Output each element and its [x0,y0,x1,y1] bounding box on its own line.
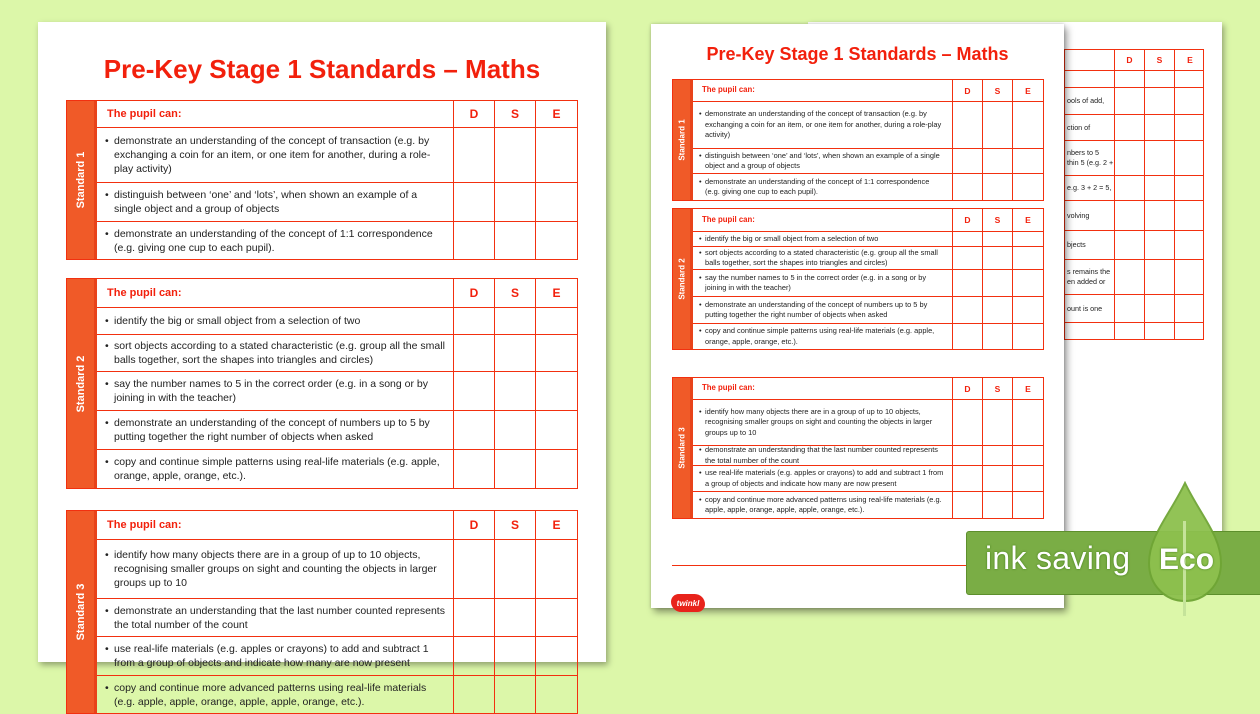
table-row [1065,87,1203,114]
criterion-text: demonstrate an understanding of the concept of transaction (e.g. by exchanging a coin for an item, or one item for another, during a role-play activity) [705,109,942,140]
standard-label: Standard 3 [74,583,87,641]
assessment-cell-d[interactable] [1115,141,1145,175]
header-label: The pupil can: [97,511,454,539]
assessment-cell-e[interactable] [1175,295,1205,322]
assessment-cell-e[interactable] [536,128,577,182]
table-row [97,449,577,488]
assessment-cell-s[interactable] [1145,115,1175,140]
table-row [693,465,1043,491]
assessment-cell-d[interactable] [454,372,495,410]
assessment-cell-s[interactable] [983,102,1013,148]
assessment-cell-e[interactable] [1013,149,1043,173]
table-row [1065,322,1203,339]
table-row [97,371,577,410]
assessment-cell-s[interactable] [983,149,1013,173]
criterion-text: sort objects according to a stated characteristic (e.g. group all the small balls together, sort the shapes into triangles and circles) [705,247,938,267]
standard-1-table [672,79,1044,201]
criterion-text: say the number names to 5 in the correct order (e.g. in a song or by joining in with the teacher) [705,272,927,292]
bullet-icon: • [699,299,702,309]
assessment-cell-e[interactable] [1013,400,1043,445]
assessment-cell-s[interactable] [1145,295,1175,322]
criterion-fragment: e.g. 3 + 2 = 5, [1065,176,1115,200]
assessment-cell-s[interactable] [495,335,536,371]
assessment-cell-d[interactable] [454,335,495,371]
assessment-cell-e[interactable] [536,222,577,259]
bullet-icon: • [105,135,109,147]
column-header: D [454,279,495,307]
assessment-cell-e[interactable] [536,335,577,371]
assessment-cell-e[interactable] [1175,71,1205,87]
table-row [97,539,577,598]
assessment-cell-s[interactable] [983,446,1013,465]
bullet-icon: • [105,643,109,655]
table-row [1065,200,1203,230]
table-row [1065,114,1203,140]
bullet-icon: • [105,681,109,694]
criterion-text: use real-life materials (e.g. apples or crayons) to add and subtract 1 from a group of objects and indicate how many are now present [705,468,944,488]
bullet-icon: • [105,315,109,327]
column-header: D [953,378,983,399]
bullet-icon: • [105,417,109,429]
criterion-text: copy and continue simple patterns using real-life materials (e.g. apple, orange, apple, orange, etc.). [705,326,935,346]
criterion-text: demonstrate an understanding that the last number counted represents the total number of the count [114,604,445,631]
table-row [693,323,1043,349]
bullet-icon: • [105,189,109,201]
header-label: The pupil can: [693,80,953,101]
criterion-text: distinguish between ‘one’ and ‘lots’, when shown an example of a single object and a group of objects [705,150,940,170]
assessment-cell-s[interactable] [1145,201,1175,230]
table-row [1065,175,1203,200]
table-row [1065,259,1203,294]
bullet-icon: • [699,176,702,186]
preview-page-front [651,24,1064,608]
table-row [97,221,577,259]
eco-label: Eco [1159,543,1215,576]
standard-label: Standard 1 [677,119,686,161]
standard-2-table [672,208,1044,350]
column-header: E [1025,383,1031,394]
bullet-icon: • [699,272,702,282]
bullet-icon: • [105,340,109,352]
document-title: Pre-Key Stage 1 Standards – Maths [706,44,1009,64]
criterion-text: demonstrate an understanding of the concept of 1:1 correspondence (e.g. giving one cup to each pupil). [114,227,433,254]
bullet-icon: • [699,326,702,335]
preview-page-left [38,22,606,708]
bullet-icon: • [105,227,109,240]
table-row [97,334,577,371]
assessment-cell-e[interactable] [1175,141,1205,175]
assessment-cell-s[interactable] [1145,260,1175,294]
criterion-fragment [1065,71,1115,87]
bullet-icon: • [105,604,109,617]
criterion-fragment: s remains the en added or [1065,260,1115,294]
assessment-cell-d[interactable] [1115,323,1145,339]
table-header-row [97,511,577,539]
criterion-fragment: nbers to 5 thin 5 (e.g. 2 + [1065,141,1115,175]
assessment-cell-d[interactable] [953,102,983,148]
assessment-cell-s[interactable] [983,174,1013,200]
bullet-icon: • [699,247,702,257]
assessment-cell-d[interactable] [953,446,983,465]
assessment-cell-d[interactable] [1115,176,1145,200]
assessment-cell-s[interactable] [983,270,1013,296]
criterion-text: sort objects according to a stated characteristic (e.g. group all the small balls together, sort the shapes into triangles and circles) [114,340,445,366]
assessment-cell-d[interactable] [454,637,495,675]
table-row [97,182,577,221]
assessment-cell-e[interactable] [536,676,577,713]
bullet-icon: • [699,445,702,454]
standard-label: Standard 2 [74,355,87,412]
assessment-cell-s[interactable] [1145,176,1175,200]
assessment-cell-d[interactable] [953,466,983,491]
assessment-cell-d[interactable] [953,400,983,445]
assessment-cell-s[interactable] [983,466,1013,491]
twinkl-logo: twinkl [671,594,705,612]
assessment-cell-d[interactable] [454,308,495,334]
table-row [97,307,577,334]
assessment-cell-s[interactable] [983,297,1013,323]
bullet-icon: • [699,406,702,416]
standard-band [67,511,97,713]
criterion-text: copy and continue more advanced patterns using real-life materials (e.g. apple, apple, orange, apple, apple, orange, etc.). [114,681,427,708]
assessment-cell-s[interactable] [495,372,536,410]
column-header: S [983,80,1013,101]
bullet-icon: • [699,150,702,160]
assessment-cell-e[interactable] [1175,88,1205,114]
table-row [693,231,1043,246]
assessment-cell-d[interactable] [1115,71,1145,87]
standard-2-table [66,278,578,489]
standard-label: Standard 1 [74,151,87,209]
ink-saving-label: ink saving [985,540,1131,576]
bullet-icon: • [105,456,109,468]
assessment-cell-d[interactable] [1115,88,1145,114]
column-header: D [454,511,495,539]
assessment-cell-s[interactable] [1145,141,1175,175]
table-row [693,399,1043,445]
assessment-cell-e[interactable] [1013,446,1043,465]
criterion-fragment: bjects [1065,231,1115,259]
criterion-text: demonstrate an understanding of the concept of transaction (e.g. by exchanging a coin for an item, or one item for another, during a role-play activity) [114,135,431,175]
criterion-fragment: ction of [1065,115,1115,140]
criterion-text: identify how many objects there are in a group of up to 10 objects, recognising smaller groups on sight and counting the objects in larger groups up to 10 [705,406,933,437]
assessment-cell-d[interactable] [454,411,495,449]
column-header: E [552,518,561,532]
assessment-cell-e[interactable] [1175,231,1205,259]
criterion-text: copy and continue more advanced patterns using real-life materials (e.g. apple, apple, orange, apple, apple, orange, etc.). [705,494,942,514]
assessment-cell-d[interactable] [953,324,983,349]
assessment-cell-e[interactable] [536,540,577,598]
assessment-cell-d[interactable] [454,183,495,221]
assessment-cell-e[interactable] [1013,174,1043,200]
assessment-cell-d[interactable] [953,174,983,200]
assessment-cell-e[interactable] [1013,247,1043,269]
assessment-cell-d[interactable] [953,492,983,518]
assessment-cell-d[interactable] [1115,260,1145,294]
assessment-cell-d[interactable] [454,599,495,636]
assessment-cell-d[interactable] [454,676,495,713]
assessment-cell-e[interactable] [1013,466,1043,491]
assessment-cell-e[interactable] [536,308,577,334]
standard-band [67,279,97,488]
table-header-row [97,101,577,127]
assessment-cell-d[interactable] [953,149,983,173]
standard-band [67,101,97,259]
assessment-cell-e[interactable] [1013,102,1043,148]
standard-label: Standard 3 [677,427,686,469]
assessment-cell-e[interactable] [1175,260,1205,294]
table-row [693,269,1043,296]
document-title: Pre-Key Stage 1 Standards – Maths [103,54,541,84]
table-row [97,598,577,636]
header-label: The pupil can: [97,279,454,307]
table-row [693,173,1043,200]
table-row [1065,294,1203,322]
table-header-row [693,378,1043,399]
table-header-row [693,209,1043,231]
header-label: The pupil can: [693,378,953,399]
column-header: D [953,80,983,101]
criterion-text: demonstrate an understanding of the concept of 1:1 correspondence (e.g. giving one cup to each pupil). [705,176,930,196]
assessment-cell-e[interactable] [536,183,577,221]
table-row [693,101,1043,148]
assessment-cell-d[interactable] [1115,295,1145,322]
assessment-cell-d[interactable] [953,297,983,323]
column-header: S [983,209,1013,231]
assessment-cell-d[interactable] [1115,201,1145,230]
assessment-cell-s[interactable] [495,676,536,713]
standard-1-table [66,100,578,260]
criterion-fragment [1065,323,1115,339]
criterion-text: copy and continue simple patterns using real-life materials (e.g. apple, orange, apple, orange, etc.). [114,456,440,482]
assessment-cell-e[interactable] [1175,201,1205,230]
criterion-text: use real-life materials (e.g. apples or crayons) to add and subtract 1 from a group of objects and indicate how many are now present [114,643,429,669]
assessment-cell-e[interactable] [536,411,577,449]
table-row [693,445,1043,465]
column-header: D [454,101,495,127]
criterion-text: identify the big or small object from a selection of two [705,233,879,243]
standard-3-table [672,377,1044,519]
assessment-cell-e[interactable] [1013,232,1043,246]
assessment-cell-s[interactable] [495,599,536,636]
assessment-cell-d[interactable] [454,450,495,488]
assessment-cell-e[interactable] [1013,324,1043,349]
standard-3-table [66,510,578,714]
assessment-cell-s[interactable] [1145,88,1175,114]
criterion-text: distinguish between ‘one’ and ‘lots’, when shown an example of a single object and a group of objects [114,189,418,215]
assessment-cell-s[interactable] [1145,71,1175,87]
bullet-icon: • [699,494,702,504]
assessment-cell-e[interactable] [1013,270,1043,296]
criterion-text: identify the big or small object from a selection of two [114,315,361,327]
table-header-row [693,80,1043,101]
table-row [693,296,1043,323]
criterion-text: demonstrate an understanding of the concept of numbers up to 5 by putting together the right number of objects when asked [114,417,430,443]
assessment-cell-s[interactable] [495,637,536,675]
column-header: S [1145,50,1175,70]
assessment-cell-s[interactable] [495,183,536,221]
column-header: E [552,107,561,121]
assessment-cell-e[interactable] [536,372,577,410]
column-header: D [953,209,983,231]
assessment-cell-d[interactable] [454,222,495,259]
table-header-row [1065,50,1203,70]
assessment-cell-d[interactable] [454,540,495,598]
column-header: E [1187,55,1193,65]
table-row [693,491,1043,518]
assessment-cell-s[interactable] [983,492,1013,518]
column-header: D [1115,50,1145,70]
standard-label: Standard 2 [677,258,686,300]
assessment-cell-s[interactable] [495,222,536,259]
assessment-cell-e[interactable] [1175,323,1205,339]
assessment-cell-e[interactable] [536,599,577,636]
assessment-cell-e[interactable] [1013,492,1043,518]
criterion-text: identify how many objects there are in a group of up to 10 objects, recognising smaller groups on sight and counting the objects in larger groups up to 10 [114,549,437,589]
assessment-cell-e[interactable] [1013,297,1043,323]
criterion-fragment: volving [1065,201,1115,230]
criterion-text: demonstrate an understanding that the last number counted represents the total number of the count [705,445,938,465]
assessment-cell-s[interactable] [983,400,1013,445]
assessment-cell-e[interactable] [1175,176,1205,200]
assessment-cell-s[interactable] [495,540,536,598]
standard-band [673,378,693,518]
assessment-cell-e[interactable] [536,450,577,488]
column-header: E [1025,85,1031,96]
bullet-icon: • [699,233,702,243]
criterion-text: say the number names to 5 in the correct order (e.g. in a song or by joining in with the teacher) [114,378,428,404]
table-row [97,675,577,713]
table-row [1065,140,1203,175]
table-row [1065,230,1203,259]
assessment-cell-s[interactable] [495,450,536,488]
bullet-icon: • [699,468,702,477]
table-row [1065,70,1203,87]
column-header: S [495,511,536,539]
table-row [693,246,1043,269]
assessment-cell-s[interactable] [983,232,1013,246]
bullet-icon: • [105,378,109,390]
assessment-cell-s[interactable] [495,308,536,334]
assessment-cell-d[interactable] [1115,231,1145,259]
assessment-cell-d[interactable] [953,232,983,246]
column-header: S [495,279,536,307]
column-header: S [983,378,1013,399]
assessment-cell-s[interactable] [983,324,1013,349]
column-header: E [1025,215,1031,225]
assessment-cell-d[interactable] [454,128,495,182]
assessment-cell-s[interactable] [495,411,536,449]
standard-band [673,209,693,349]
assessment-cell-s[interactable] [1145,231,1175,259]
assessment-cell-e[interactable] [1175,115,1205,140]
standard-band [673,80,693,200]
column-header: S [495,101,536,127]
criterion-text: demonstrate an understanding of the concept of numbers up to 5 by putting together the right number of objects when asked [705,299,928,319]
table-row [693,148,1043,173]
assessment-cell-d[interactable] [953,270,983,296]
assessment-cell-s[interactable] [495,128,536,182]
criterion-fragment: ools of add, [1065,88,1115,114]
column-header: E [552,286,561,300]
assessment-cell-e[interactable] [536,637,577,675]
bullet-icon: • [105,549,109,561]
table-row [97,636,577,675]
header-label: The pupil can: [97,101,454,127]
table-header-row [97,279,577,307]
assessment-cell-d[interactable] [953,247,983,269]
assessment-cell-s[interactable] [1145,323,1175,339]
header-label: The pupil can: [693,209,953,231]
assessment-cell-d[interactable] [1115,115,1145,140]
back-page-table [1064,49,1204,340]
table-row [97,410,577,449]
table-row [97,127,577,182]
criterion-fragment: ount is one [1065,295,1115,322]
bullet-icon: • [699,109,702,119]
assessment-cell-s[interactable] [983,247,1013,269]
